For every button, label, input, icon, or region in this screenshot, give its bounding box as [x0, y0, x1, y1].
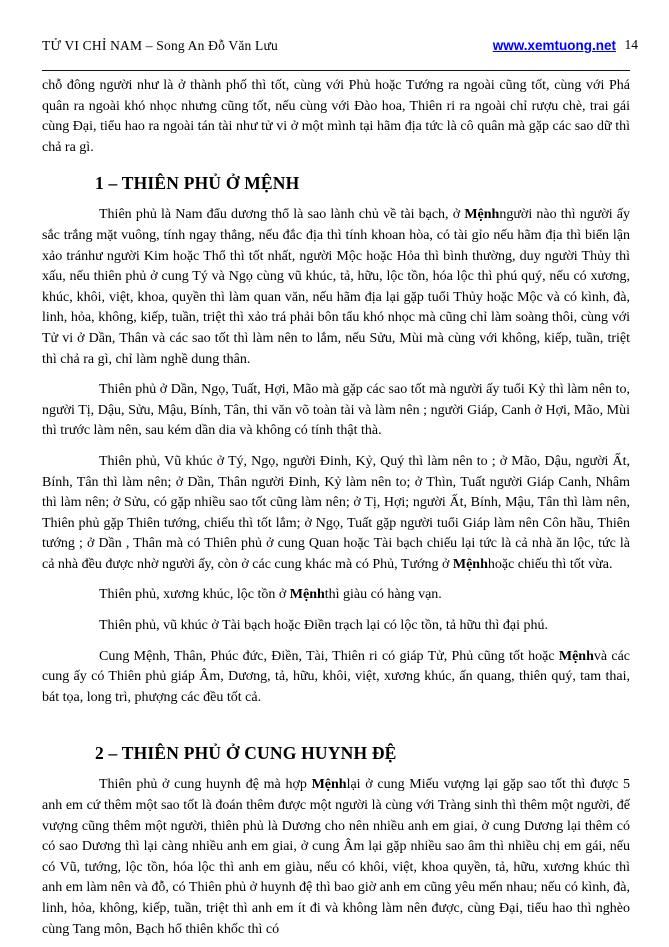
- bold-text-run: Mệnh: [452, 556, 488, 572]
- paragraph: [42, 76, 630, 158]
- text-run: Thiên phủ, xương khúc, lộc tồn ở: [99, 587, 290, 603]
- text-run: hoặc chiếu thì tốt vừa.: [487, 556, 613, 572]
- bold-text-run: Mệnh: [289, 587, 325, 603]
- section-heading: [42, 742, 630, 764]
- text-run: Thiên phủ là Nam đẩu dương thổ là sao lành chủ về tài bạch, ở: [99, 207, 465, 223]
- bold-text-run: Mệnh: [464, 207, 500, 223]
- text-run: người nào thì người ấy sắc trắng mặt vuông, tính ngay thẳng, nếu đắc địa thì tính khoan hòa, có tài gỉo nếu hãm địa thì biển lận xảo tránhư người Kim hoặc Thổ thì tốt nhất, người Mộc hoặc Hỏa thì bình thường, duy người Thủy thì xấu, nếu thiên phủ ở cung Tý và Ngọ cùng vũ khúc, tả, hữu, lộc tồn, hóa lộc thì phú quý, nếu có xương, khúc, khôi, việt, khoa, quyền thì làm quan văn, nếu hãm địa lại gặp tuổi Thủy hoặc Mộc và có kình, đà, linh, hỏa, không, kiếp, tuần, triệt thì xảo trá phải bôn tẩu khó nhọc mà cũng chỉ làm soàng thôi, cùng với Tử vi ở Dần, Thân và các sao tốt thì làm nên to lắm, nếu Sửu, Mùi mà cùng với không, kiếp, tuần, triệt thì chả ra gì, chỉ làm nghề dung thân.: [42, 207, 630, 367]
- paragraph: [42, 775, 630, 940]
- document-title: TỬ VI CHỈ NAM – Song An Đỗ Văn Lưu: [42, 38, 278, 53]
- page-number: 14: [624, 37, 638, 52]
- text-run: Thiên phủ, vũ khúc ở Tài bạch hoặc Điền trạch lại có lộc tồn, tả hữu thì đại phú.: [99, 618, 548, 634]
- paragraph: [42, 452, 630, 576]
- section-heading: [42, 172, 630, 194]
- paragraph: [42, 205, 630, 370]
- header-divider: [42, 70, 630, 71]
- page-header: [42, 37, 638, 60]
- paragraph: [42, 647, 630, 709]
- text-run: Thiên phủ, Vũ khúc ở Tý, Ngọ, người Đinh, Kỷ, Quý thì làm nên to ; ở Mão, Dậu, người Ất, Bính, Tân thì làm nên; ở Dần, Thân người Đinh, Kỷ làm nên to; ở Thìn, Tuất người Giáp Canh, Nhâm thì làm nên; ở Sửu, có gặp nhiều sao tốt cũng làm nên; ở Tị, Hợi; người Ất, Bính, Mậu, Tân thì làm nên, Thiên phủ gặp Thiên tướng, chiếu thì tốt lắm; ở Ngọ, Tuất gặp người tuổi Giáp làm nên Côn hầu, Thiên tướng ; ở Dần , Thân mà có Thiên phủ ở cung Quan hoặc Tài bạch chiếu lại tức là cả nhà ăn lộc, tức là cả nhà đều được nhờ người ấy, còn ở các cung khác mà có Phủ, Tướng ở: [42, 453, 630, 572]
- bold-text-run: 1 – THIÊN PHỦ Ở MỆNH: [95, 173, 300, 194]
- website-link[interactable]: www.xemtuong.net: [492, 38, 616, 53]
- text-run: và các cung ấy có Thiên phủ giáp Âm, Dương, tả, hữu, khôi, việt, xương khúc, ấn quang, thiên quý, tam thai, bát tọa, long trì, phượng các đều tốt cả.: [42, 648, 630, 705]
- text-run: chỗ đông người như là ở thành phố thì tốt, cùng với Phủ hoặc Tướng ra ngoài cũng tốt, cùng với Phá quân ra ngoài khó nhọc nhưng cũng tốt, nếu cùng với Đào hoa, Thiên ri ra ngoài chỉ rượu chè, trai gái cùng Đại, tiểu hao ra ngoài tán tài như tử vi ở một mình tại hãm địa tức là cô quân mà gặp các sao dữ thì chả ra gì.: [42, 78, 630, 155]
- paragraph: [42, 380, 630, 442]
- text-run: Thiên phủ ở cung huynh đệ mà hợp: [99, 777, 312, 793]
- text-run: thì giàu có hàng vạn.: [324, 587, 442, 603]
- document-body: [42, 76, 630, 947]
- bold-text-run: Mệnh: [558, 648, 594, 664]
- paragraph: [42, 585, 630, 606]
- bold-text-run: Mệnh: [311, 777, 347, 793]
- text-run: lại ở cung Miếu vượng lại gặp sao tốt thì được 5 anh em cứ thêm một sao tốt là đoán thêm được một người là cùng với Tràng sinh thì thêm một người, đế vượng cũng thêm một người, thiên phủ là Dương cho nên nhiều anh em giai, ở cung Dương lại thêm có có sao Dương thì lại càng nhiều anh em giai, ở cung Âm lại gặp nhiều sao âm thì nhiều chị em gái, nếu có Vũ, tướng, lộc tồn, hóa lộc thì anh em giàu, nếu có khôi, việt, khoa quyền, tả, hữu, xương khúc thì anh em làm nên và đỗ, có Thiên phủ ở huynh đệ thì bao giờ anh em cũng yêu mến nhau; nếu có kình, đà, linh, hỏa, không, kiếp, tuần, triệt thì anh em ít đi và không làm nên được, cùng Đại, tiểu hao thì nghèo cùng Tang môn, Bạch hổ thiên khốc thì có: [42, 777, 630, 937]
- text-run: Thiên phủ ở Dần, Ngọ, Tuất, Hợi, Mão mà gặp các sao tốt mà người ấy tuổi Kỷ thì làm nên to, người Tị, Dậu, Sửu, Mậu, Bính, Tân, thi văn võ toàn tài và làm nên ; người Giáp, Canh ở Hợi, Mão, Mùi thì trước làm nên, sau kém dần dia và không có tính thật thà.: [42, 382, 630, 439]
- text-run: Cung Mệnh, Thân, Phúc đức, Điền, Tài, Thiên ri có giáp Tử, Phủ cũng tốt hoặc: [99, 648, 559, 664]
- bold-text-run: 2 – THIÊN PHỦ Ở CUNG HUYNH ĐỆ: [95, 743, 397, 764]
- paragraph: [42, 616, 630, 637]
